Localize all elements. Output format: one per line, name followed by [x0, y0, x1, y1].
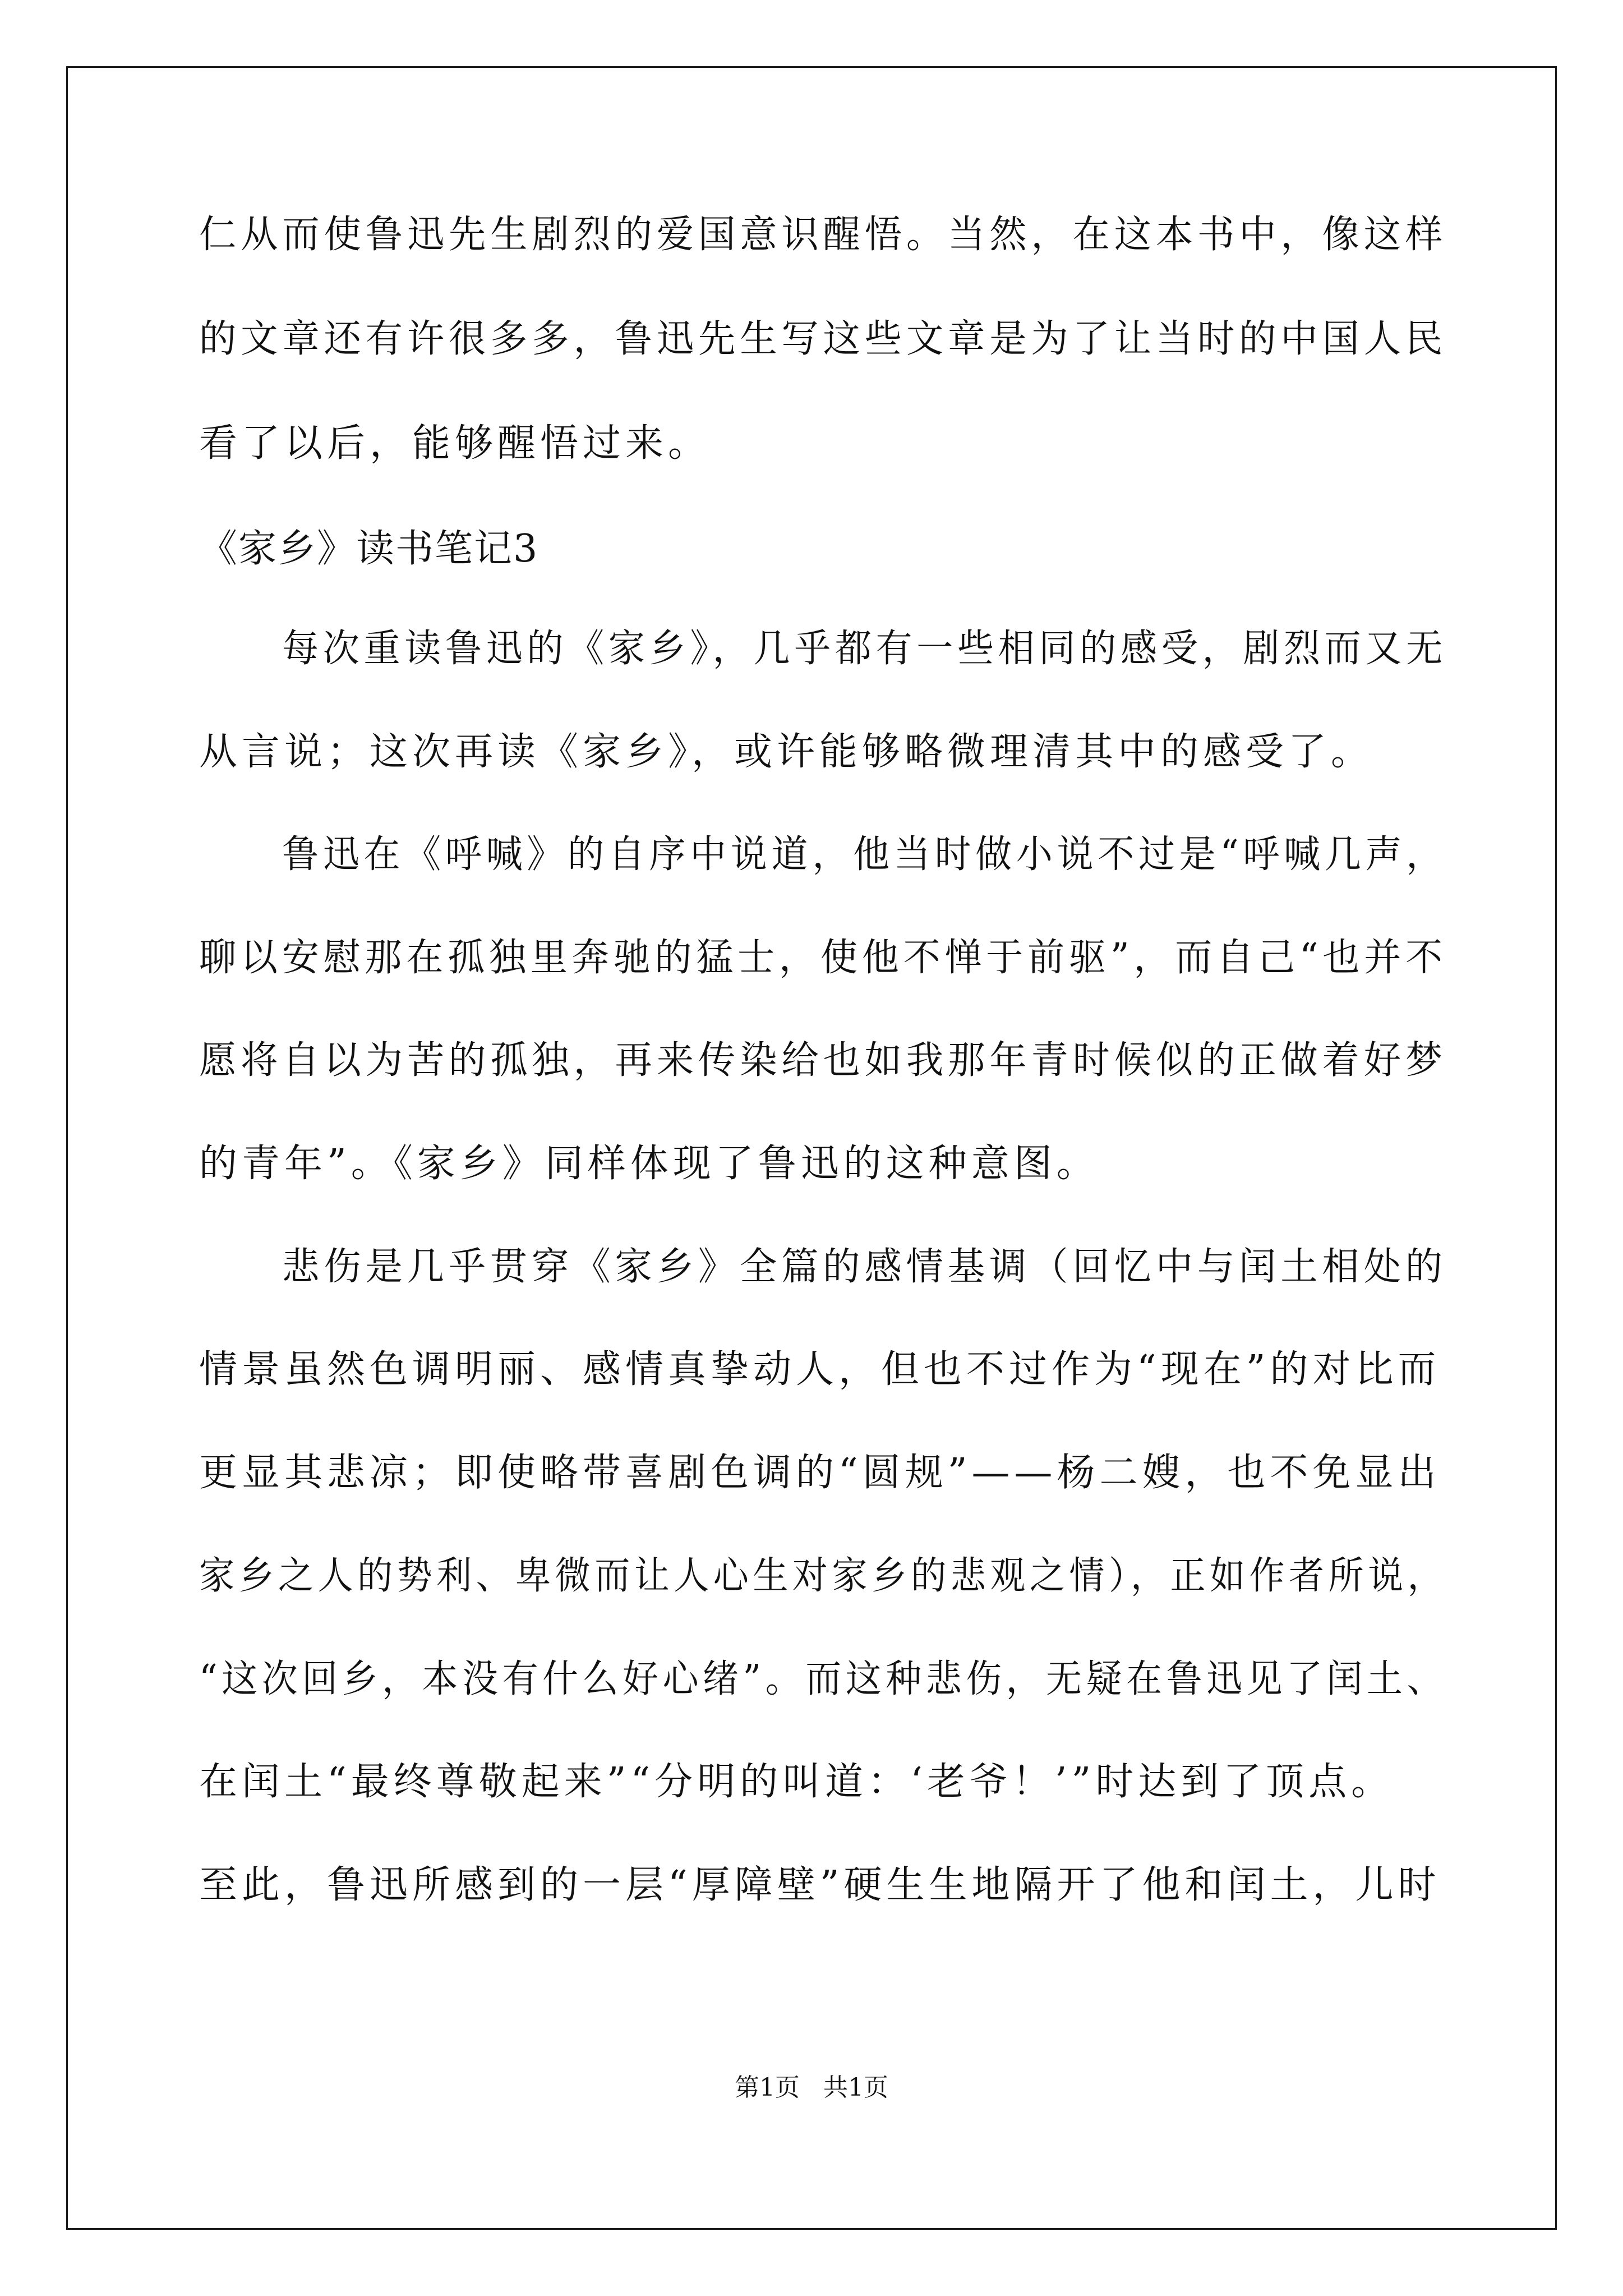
text-line: 愿将自以为苦的孤独，再来传染给也如我那年青时候似的正做着好梦	[199, 1038, 1447, 1083]
text-line: 在闰土“最终尊敬起来”“分明的叫道：‘老爷！’”时达到了顶点。	[199, 1760, 1394, 1804]
text-line: 仁从而使鲁迅先生剧烈的爱国意识醒悟。当然，在这本书中，像这样	[199, 213, 1447, 257]
text-line: 从言说；这次再读《家乡》，或许能够略微理清其中的感受了。	[199, 730, 1374, 774]
section-heading: 《家乡》读书笔记3	[199, 527, 539, 571]
text-line: 的文章还有许很多多，鲁迅先生写这些文章是为了让当时的中国人民	[199, 317, 1447, 361]
text-line: 更显其悲凉；即使略带喜剧色调的“圆规”——杨二嫂，也不免显出	[199, 1451, 1441, 1495]
text-line: 至此，鲁迅所感到的一层“厚障壁”硬生生地隔开了他和闰土，儿时	[199, 1863, 1441, 1907]
text-line: 聊以安慰那在孤独里奔驰的猛士，使他不惮于前驱”，而自己“也并不	[199, 936, 1447, 980]
text-line: 家乡之人的势利、卑微而让人心生对家乡的悲观之情），正如作者所说，	[199, 1554, 1447, 1598]
text-line: 情景虽然色调明丽、感情真挚动人，但也不过作为“现在”的对比而	[199, 1347, 1441, 1392]
text-line: 的青年”。《家乡》同样体现了鲁迅的这种意图。	[199, 1142, 1099, 1186]
paragraph-first-line: 鲁迅在《呼喊》的自序中说道，他当时做小说不过是“呼喊几声，	[282, 832, 1447, 877]
page-number-footer: 第1页 共1页	[735, 2073, 888, 2102]
text-line: “这次回乡，本没有什么好心绪”。而这种悲伤，无疑在鲁迅见了闰土、	[199, 1657, 1447, 1701]
text-line: 看了以后，能够醒悟过来。	[199, 421, 711, 466]
paragraph-first-line: 悲伤是几乎贯穿《家乡》全篇的感情基调（回忆中与闰土相处的	[282, 1245, 1447, 1289]
paragraph-first-line: 每次重读鲁迅的《家乡》，几乎都有一些相同的感受，剧烈而又无	[282, 627, 1447, 671]
